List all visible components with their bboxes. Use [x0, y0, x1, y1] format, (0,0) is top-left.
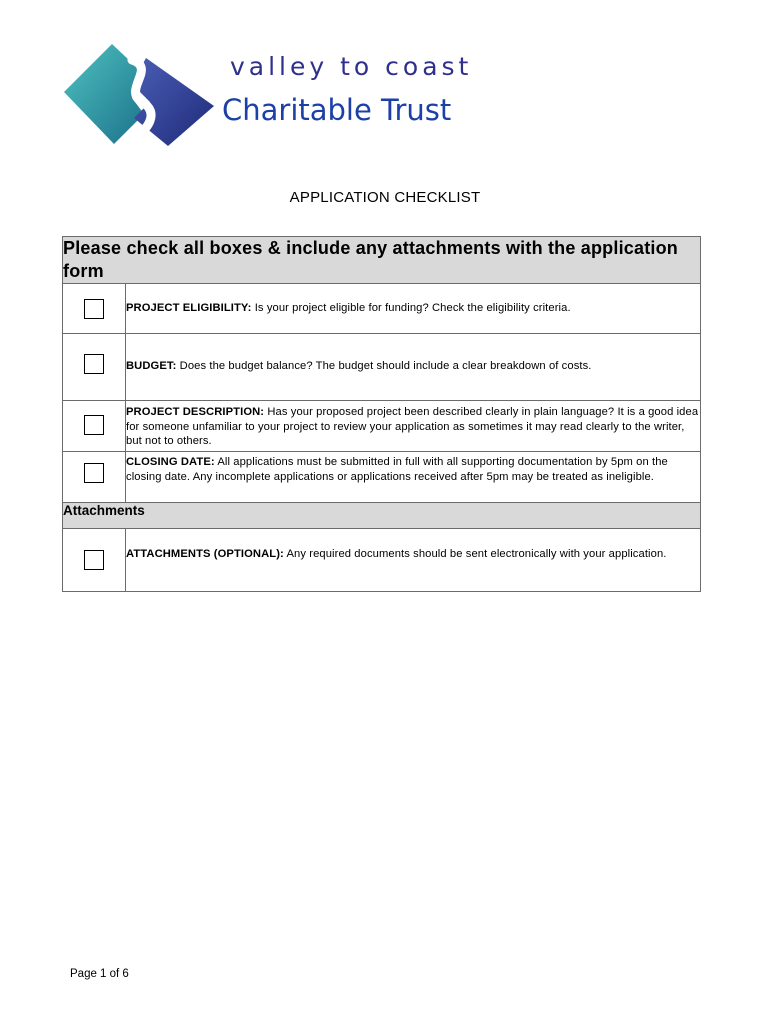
budget-checkbox[interactable]: [84, 354, 104, 374]
attachments-header: Attachments: [63, 503, 701, 529]
checklist-header: Please check all boxes & include any attachments with the application form: [63, 237, 701, 284]
logo-s-mark-icon: [62, 40, 222, 150]
eligibility-checkbox[interactable]: [84, 299, 104, 319]
budget-label: BUDGET:: [126, 360, 177, 372]
checklist-header-row: [63, 237, 701, 284]
description-checkbox[interactable]: [84, 415, 104, 435]
logo-text-line1: valley to coast: [230, 52, 473, 81]
page-number: Page 1 of 6: [70, 968, 129, 980]
checklist-row: [63, 284, 701, 334]
attachments-text: Any required documents should be sent electronically with your application.: [286, 548, 667, 560]
closing-date-text: All applications must be submitted in full with all supporting documentation by 5pm on the closing date. Any incomplete applications or applications received after 5pm may be treated as ineligible.: [126, 456, 668, 483]
description-text: Has your proposed project been described clearly in plain language? It is a good idea for someone unfamiliar to your project to review your application as sometimes it may read clearly to the writer, but not to others.: [126, 406, 699, 447]
attachments-checkbox[interactable]: [84, 550, 104, 570]
logo-text-line2: Charitable Trust: [222, 93, 452, 127]
closing-date-checkbox[interactable]: [84, 463, 104, 483]
budget-text: Does the budget balance? The budget should include a clear breakdown of costs.: [179, 360, 592, 372]
eligibility-text: Is your project eligible for funding? Check the eligibility criteria.: [254, 302, 571, 314]
attachments-label: ATTACHMENTS (OPTIONAL):: [126, 548, 284, 560]
eligibility-label: PROJECT ELIGIBILITY:: [126, 302, 252, 314]
attachments-header-row: [63, 503, 701, 529]
checklist-row: [63, 401, 701, 452]
checklist-row: [63, 529, 701, 592]
checklist-row: [63, 452, 701, 503]
closing-date-label: CLOSING DATE:: [126, 456, 215, 468]
logo: [62, 40, 482, 150]
description-label: PROJECT DESCRIPTION:: [126, 406, 265, 418]
checklist-row: [63, 334, 701, 401]
checklist-table: [62, 236, 701, 592]
page-title: APPLICATION CHECKLIST: [289, 189, 481, 206]
